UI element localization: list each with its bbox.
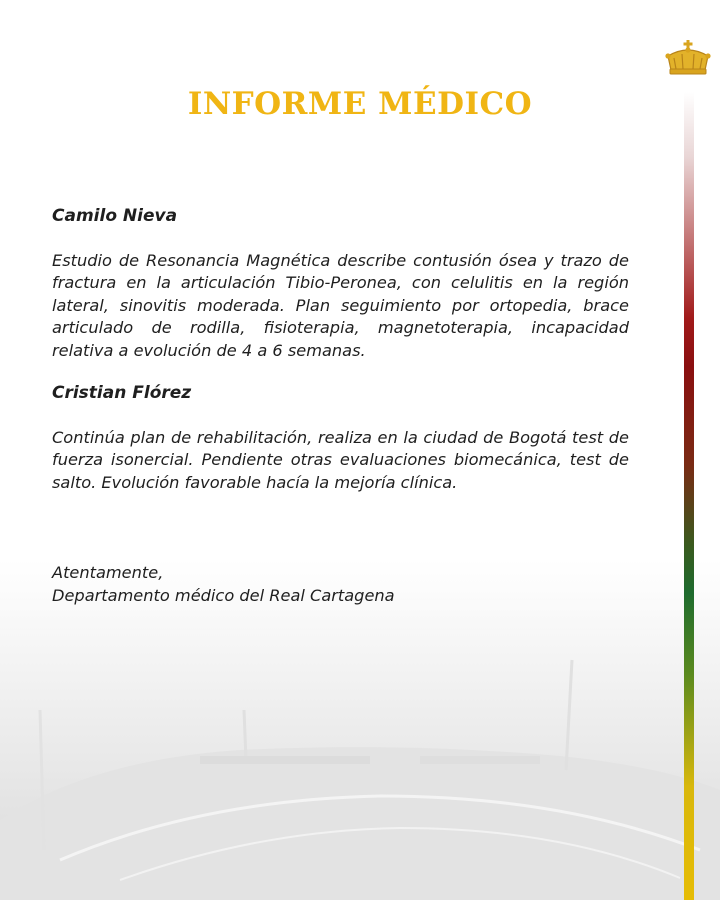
stadium-background-image — [0, 560, 720, 900]
patient-name-2: Cristian Flórez — [52, 383, 192, 403]
department-line: Departamento médico del Real Cartagena — [52, 585, 395, 605]
report-title: INFORME MÉDICO — [187, 86, 533, 122]
patient-report-1: Estudio de Resonancia Magnética describe contusión ósea y trazo de fractura en la articulación Tibio-Peronea, con celulitis en la región lateral, sinovitis moderada. Plan seguimiento por ortopedia, brace articulado de rodilla, fisioterapia, magnetoterapia, incapacidad relativa a evolución de 4 a 6 semanas. — [52, 250, 629, 360]
patient-report-2: Continúa plan de rehabilitación, realiza en la ciudad de Bogotá test de fuerza isonercial. Pendiente otras evaluaciones biomecánica, test de salto. Evolución favorable hacía la mejoría clínica. — [52, 427, 629, 492]
closing-line: Atentamente, — [52, 563, 164, 582]
patient-name-1: Camilo Nieva — [52, 206, 178, 226]
tricolor-stripe — [684, 92, 694, 900]
report-body — [52, 205, 629, 607]
signature-block — [52, 562, 629, 607]
crown-logo-icon — [662, 40, 714, 76]
